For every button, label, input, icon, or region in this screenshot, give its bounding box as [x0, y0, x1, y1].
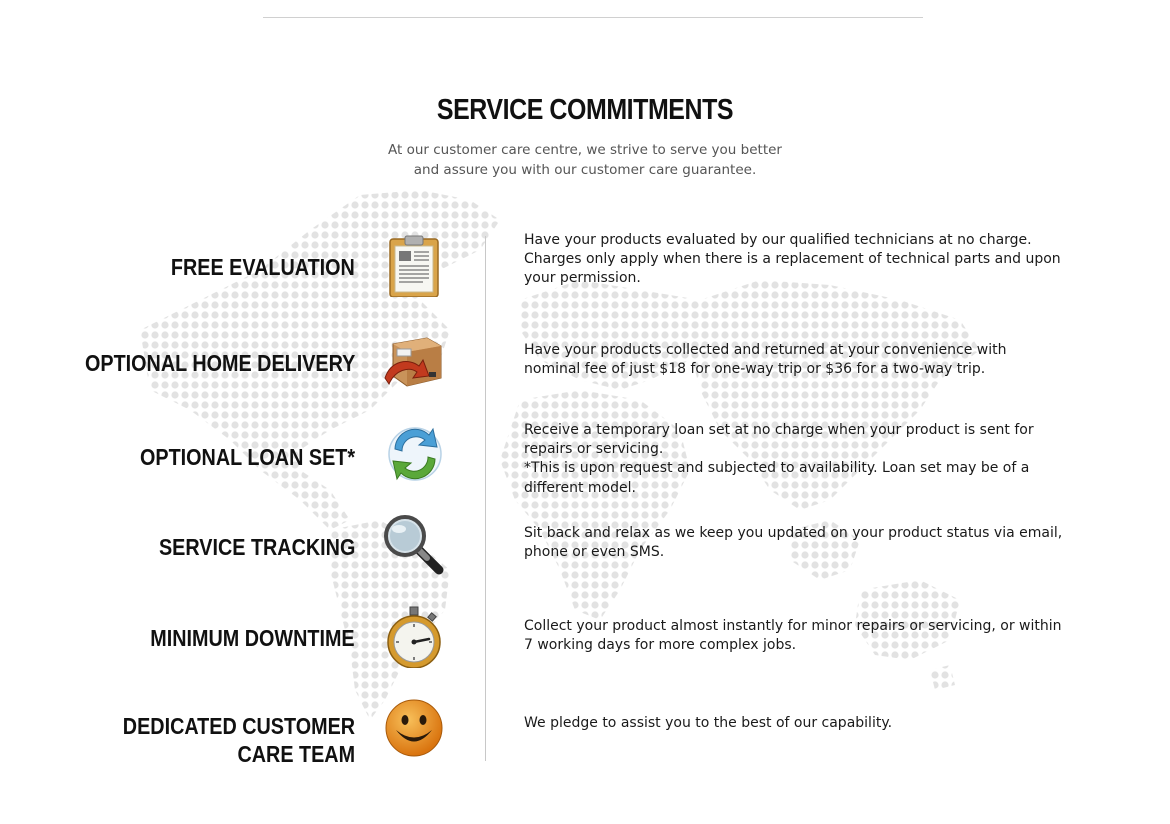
clipboard-icon: [383, 235, 445, 297]
commitment-desc: We pledge to assist you to the best of our capability.: [524, 715, 893, 731]
commitment-desc: Have your products collected and returned at your convenience with nominal fee of just $18 for one-way trip or $36 for a two-way trip.: [524, 342, 1007, 378]
magnifier-icon: [383, 514, 445, 576]
column-divider: [485, 236, 486, 761]
commitment-desc: Sit back and relax as we keep you updated on your product status via email, phone or even SMS.: [524, 525, 1063, 561]
subtitle-line-2: and assure you with our customer care guarantee.: [413, 162, 757, 178]
subtitle-line-1: At our customer care centre, we strive to serve you better: [388, 142, 782, 158]
commitment-title-line-2: CARE TEAM: [237, 741, 355, 767]
commitment-title: OPTIONAL HOME DELIVERY: [84, 350, 355, 376]
commitment-title: FREE EVALUATION: [171, 254, 355, 280]
commitment-title: [123, 712, 355, 768]
smiley-icon: [383, 697, 445, 759]
page-title: SERVICE COMMITMENTS: [436, 94, 734, 126]
commitment-desc: Collect your product almost instantly for minor repairs or servicing, or within 7 working days for more complex jobs.: [524, 618, 1062, 654]
stopwatch-icon: [383, 606, 445, 668]
commitment-desc: [524, 421, 1064, 498]
commitment-title: OPTIONAL LOAN SET*: [139, 444, 355, 470]
page-subtitle: [0, 140, 1170, 180]
loan-refresh-icon: [383, 423, 445, 485]
commitment-title: MINIMUM DOWNTIME: [150, 625, 355, 651]
commitment-desc: Have your products evaluated by our qualified technicians at no charge. Charges only apply when there is a replacement of technical parts and upon your permission.: [524, 232, 1061, 287]
commitment-title: SERVICE TRACKING: [158, 534, 355, 560]
commitment-title-line-1: DEDICATED CUSTOMER: [122, 713, 355, 739]
commitment-desc-note: *This is upon request and subjected to availability. Loan set may be of a different model.: [524, 460, 1030, 496]
delivery-box-icon: [383, 332, 445, 394]
commitment-desc-main: Receive a temporary loan set at no charge when your product is sent for repairs or servicing.: [524, 422, 1034, 458]
